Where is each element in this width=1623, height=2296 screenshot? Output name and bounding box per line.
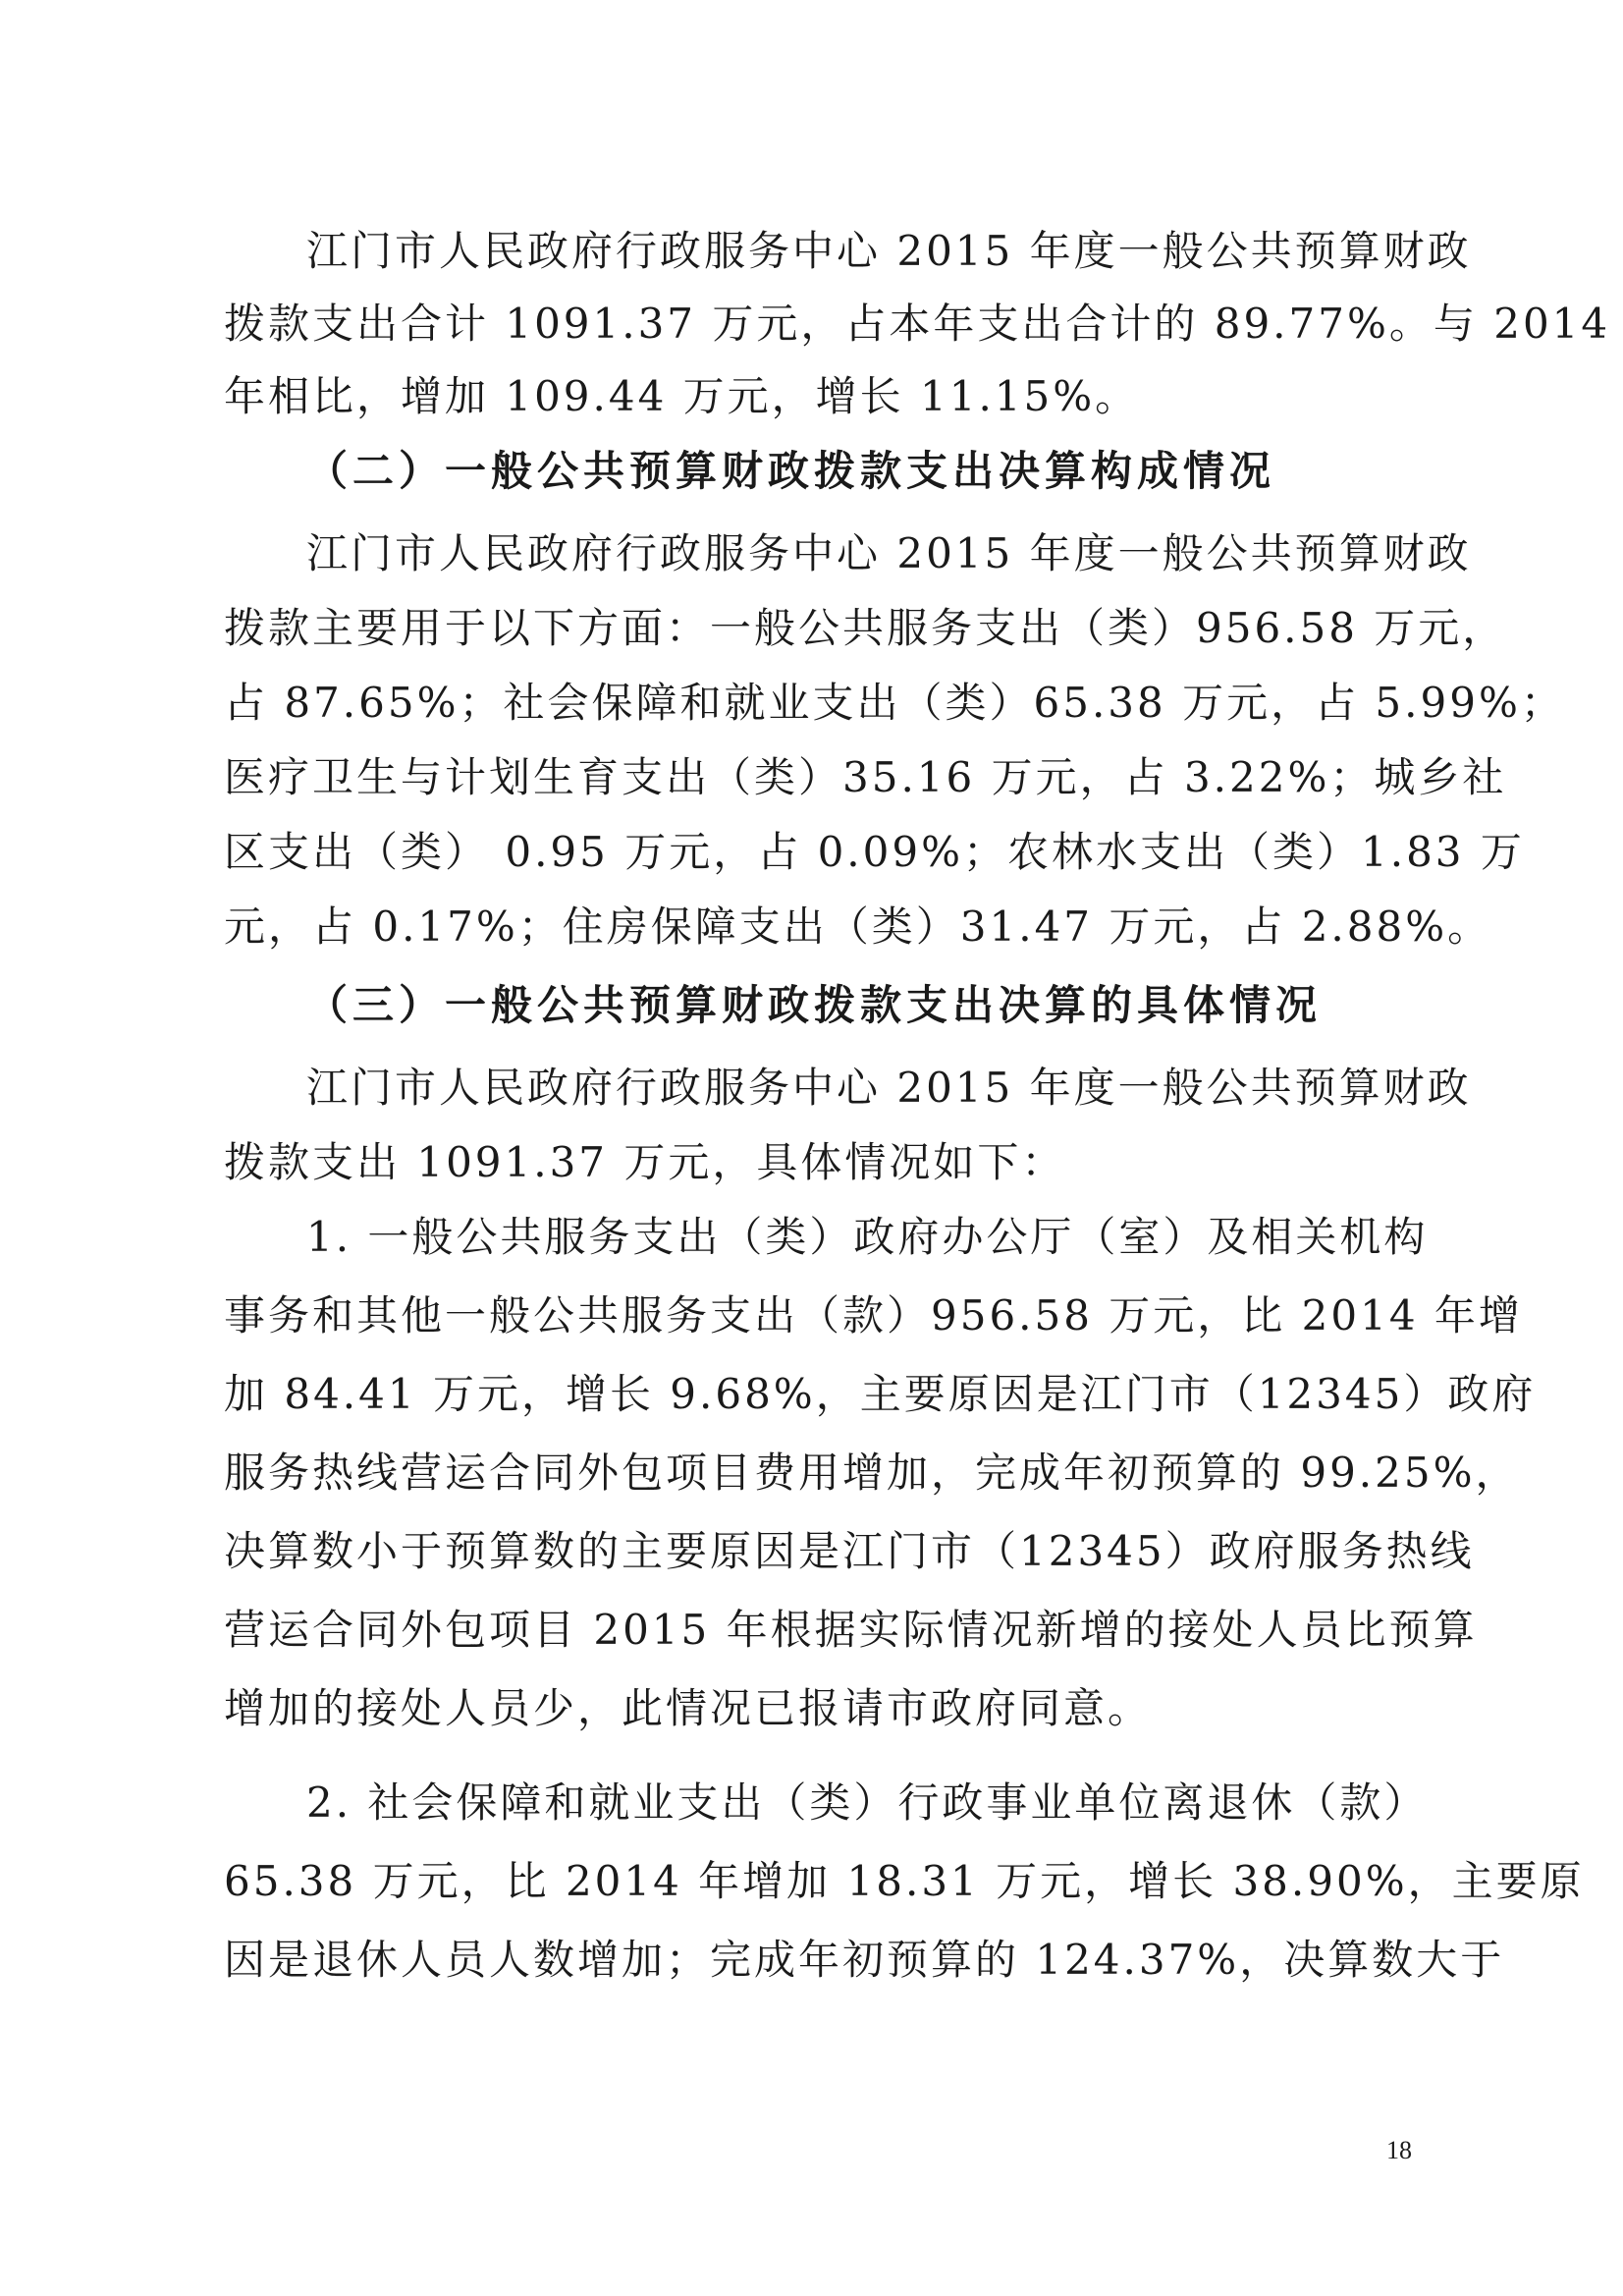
section-heading-3: （三）一般公共预算财政拨款支出决算的具体情况 bbox=[306, 981, 1323, 1029]
paragraph-1-line-1: 江门市人民政府行政服务中心 2015 年度一般公共预算财政 bbox=[306, 227, 1472, 275]
item-1-line-7: 增加的接处人员少，此情况已报请市政府同意。 bbox=[224, 1684, 1153, 1732]
item-1-line-4: 服务热线营运合同外包项目费用增加，完成年初预算的 99.25%， bbox=[224, 1449, 1520, 1497]
paragraph-3-line-2: 拨款支出 1091.37 万元，具体情况如下： bbox=[224, 1138, 1066, 1186]
paragraph-2-line-3: 占 87.65%；社会保障和就业支出（类）65.38 万元，占 5.99%； bbox=[224, 679, 1565, 727]
paragraph-3-line-1: 江门市人民政府行政服务中心 2015 年度一般公共预算财政 bbox=[306, 1064, 1472, 1112]
item-2-line-1: 2. 社会保障和就业支出（类）行政事业单位离退休（款） bbox=[306, 1778, 1429, 1827]
item-1-line-3: 加 84.41 万元，增长 9.68%，主要原因是江门市（12345）政府 bbox=[224, 1370, 1537, 1418]
item-1-line-6: 营运合同外包项目 2015 年根据实际情况新增的接处人员比预算 bbox=[224, 1606, 1478, 1654]
paragraph-1-line-2: 拨款支出合计 1091.37 万元，占本年支出合计的 89.77%。与 2014 bbox=[224, 300, 1611, 348]
paragraph-2-line-4: 医疗卫生与计划生育支出（类）35.16 万元，占 3.22%；城乡社 bbox=[224, 753, 1507, 801]
paragraph-2-line-5: 区支出（类） 0.95 万元，占 0.09%；农林水支出（类）1.83 万 bbox=[224, 828, 1525, 876]
item-2-line-2: 65.38 万元，比 2014 年增加 18.31 万元，增长 38.90%，主要原 bbox=[224, 1857, 1585, 1905]
section-heading-2: （二）一般公共预算财政拨款支出决算构成情况 bbox=[306, 447, 1276, 495]
item-2-line-3: 因是退休人员人数增加；完成年初预算的 124.37%，决算数大于 bbox=[224, 1936, 1505, 1984]
page-number: 18 bbox=[1386, 2136, 1412, 2164]
paragraph-2-line-2: 拨款主要用于以下方面：一般公共服务支出（类）956.58 万元， bbox=[224, 604, 1507, 652]
item-1-line-1: 1. 一般公共服务支出（类）政府办公厅（室）及相关机构 bbox=[306, 1213, 1429, 1261]
paragraph-1-line-3: 年相比，增加 109.44 万元，增长 11.15%。 bbox=[224, 372, 1140, 420]
paragraph-2-line-1: 江门市人民政府行政服务中心 2015 年度一般公共预算财政 bbox=[306, 529, 1472, 577]
item-1-line-2: 事务和其他一般公共服务支出（款）956.58 万元，比 2014 年增 bbox=[224, 1291, 1523, 1339]
paragraph-2-line-6: 元，占 0.17%；住房保障支出（类）31.47 万元，占 2.88%。 bbox=[224, 902, 1492, 951]
item-1-line-5: 决算数小于预算数的主要原因是江门市（12345）政府服务热线 bbox=[224, 1527, 1475, 1575]
